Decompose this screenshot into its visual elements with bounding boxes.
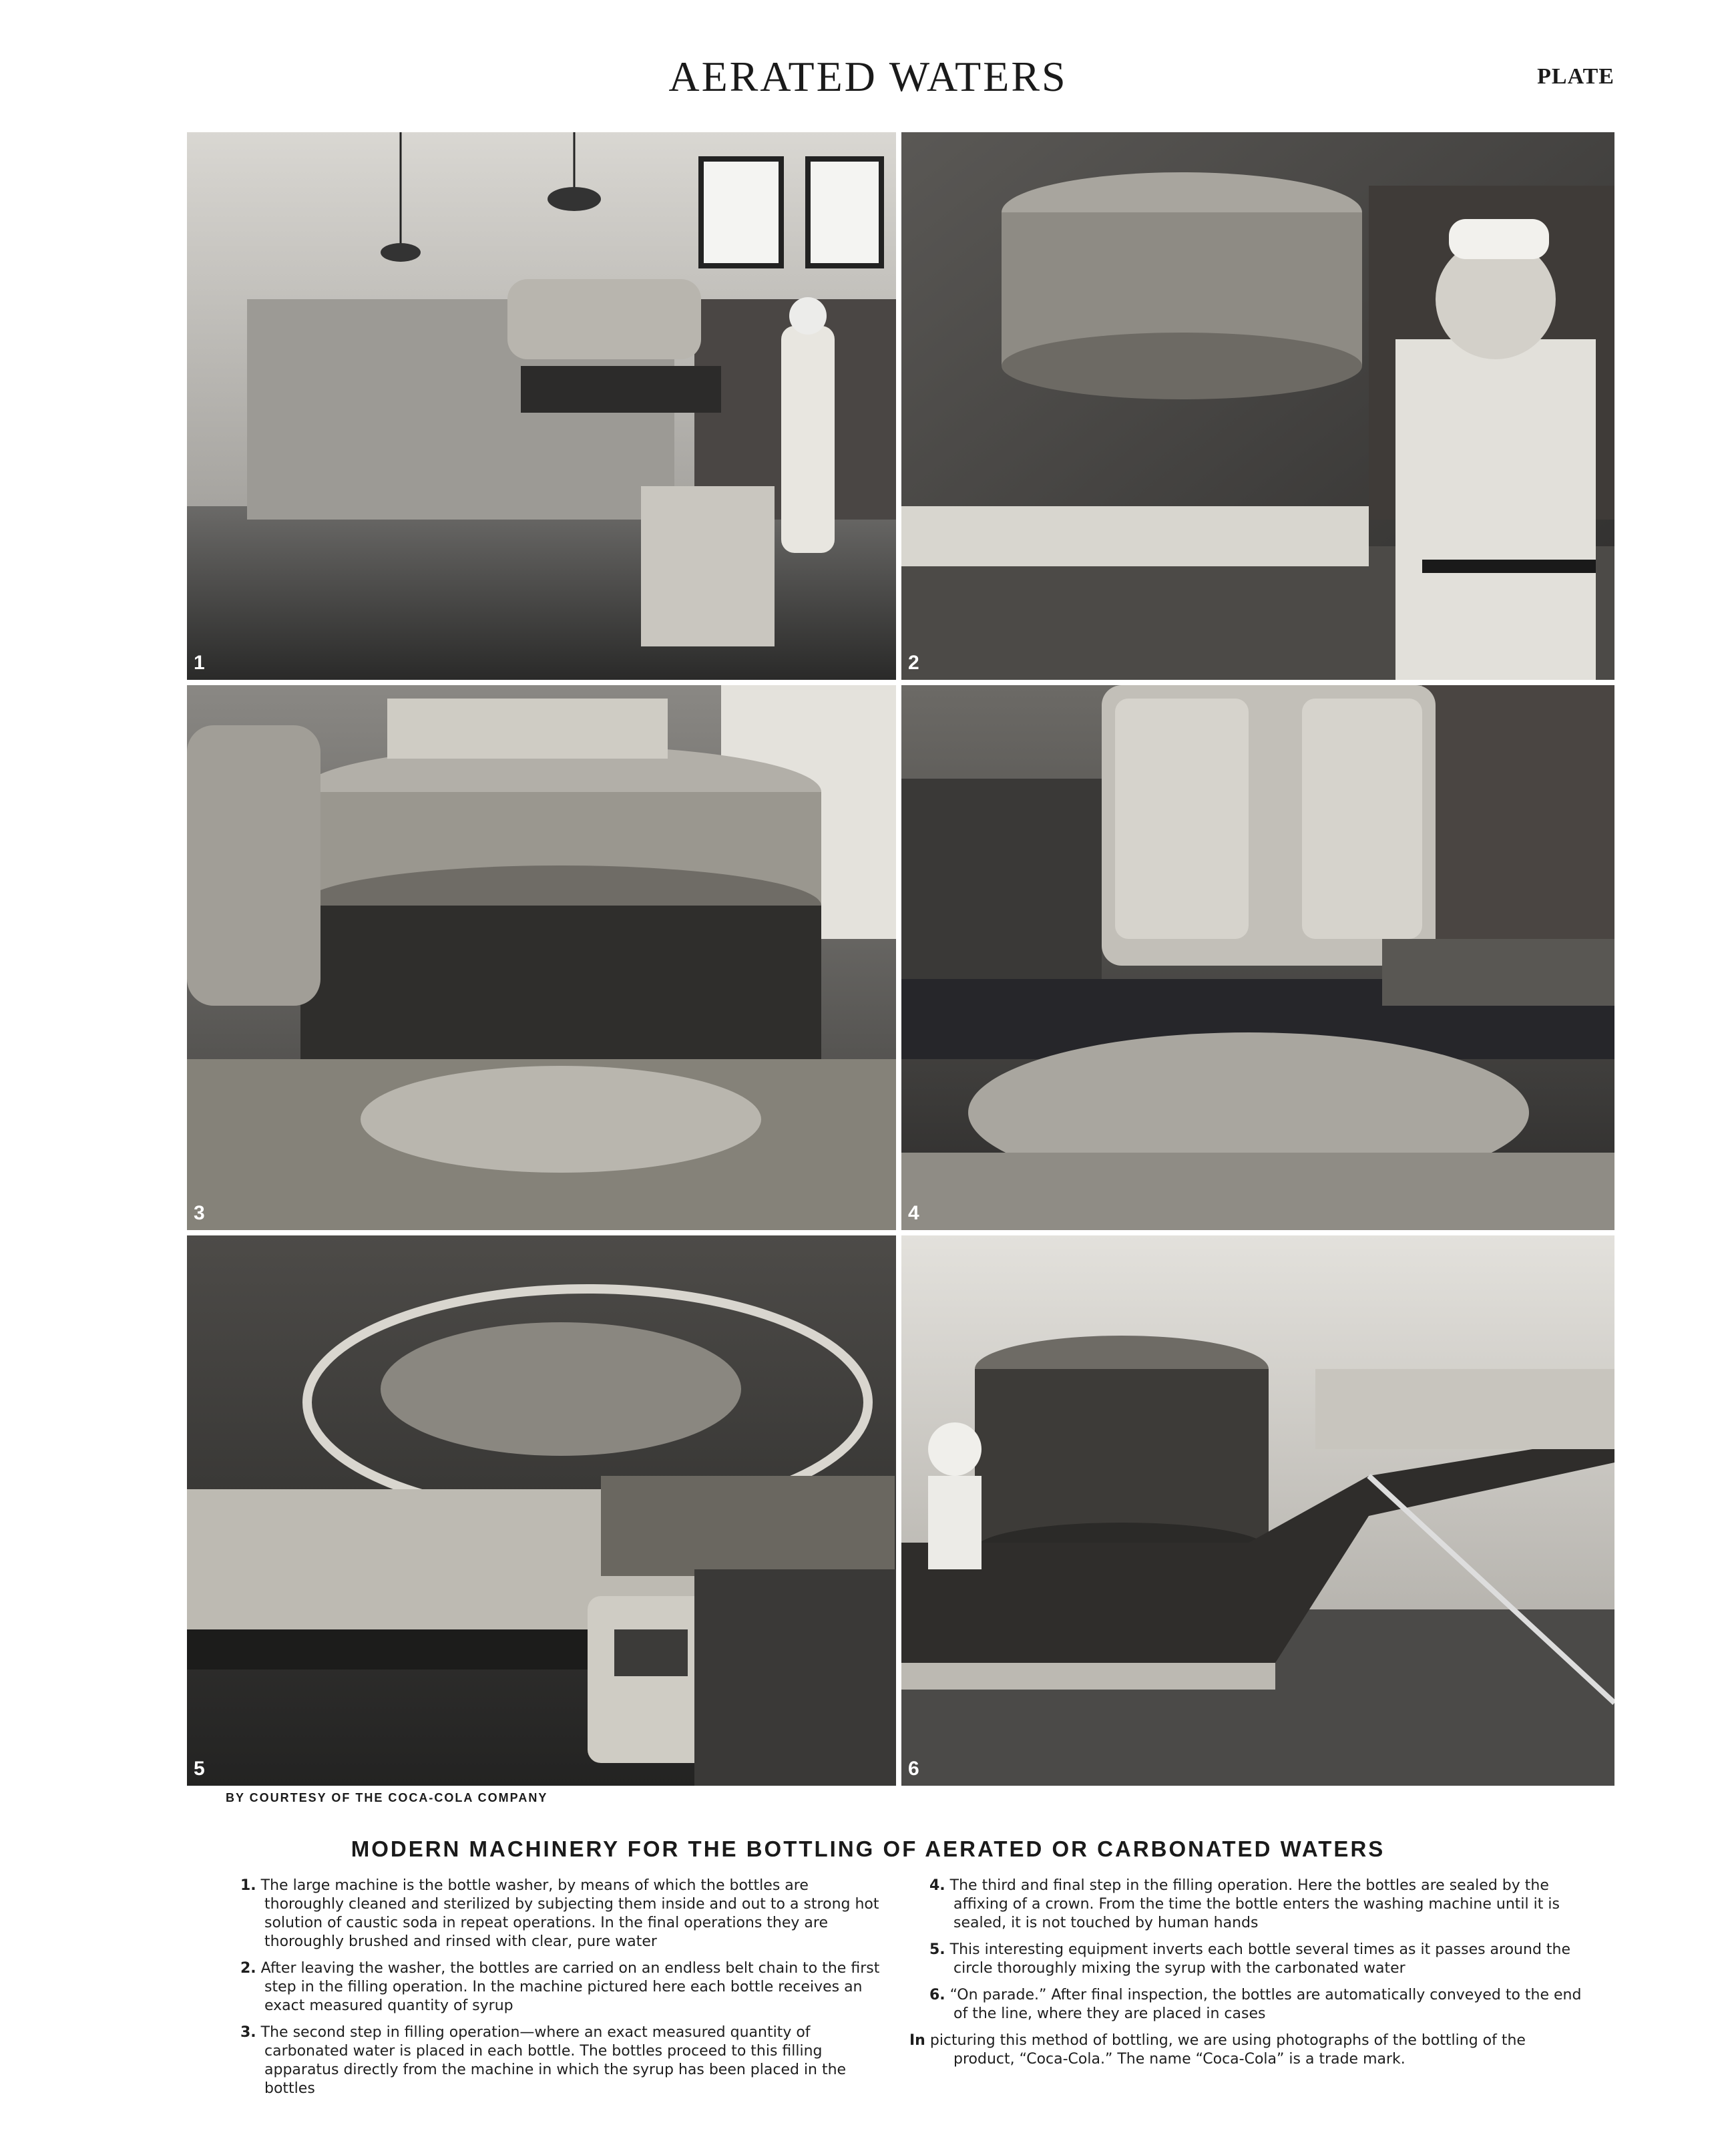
photo-3-carbonated-water-filler <box>187 685 896 1230</box>
caption-number: 4. <box>929 1877 945 1894</box>
photo-2-syrup-filler <box>901 132 1614 680</box>
caption-note <box>909 2031 1584 2069</box>
caption-text: picturing this method of bottling, we are using photographs of the bottling of the product, “Coca-Cola.” The name “Coca-Cola” is a trade mark. <box>929 2032 1526 2068</box>
caption-item <box>220 1877 888 1951</box>
caption-text: After leaving the washer, the bottles are carried on an endless belt chain to the first step in the filling operation. In the machine pictured here each bottle receives an exact measured quantity of syrup <box>260 1960 880 2014</box>
caption-text: This interesting equipment inverts each bottle several times as it passes around the circle thoroughly mixing the syrup with the carbonated water <box>949 1941 1571 1977</box>
caption-heading: MODERN MACHINERY FOR THE BOTTLING OF AERATED OR CARBONATED WATERS <box>351 1836 1385 1861</box>
caption-number: 5. <box>929 1941 945 1958</box>
photo-4-image <box>901 685 1614 1230</box>
caption-number: 3. <box>240 2024 256 2041</box>
photo-3-image <box>187 685 896 1230</box>
caption-number: 6. <box>929 1987 945 2003</box>
photo-1-bottle-washer <box>187 132 896 680</box>
caption-item <box>220 1959 888 2015</box>
caption-number: 2. <box>240 1960 256 1977</box>
photo-number: 6 <box>908 1758 919 1780</box>
caption-text: The third and final step in the filling operation. Here the bottles are sealed by the affixing of a crown. From the time the bottle enters the washing machine until it is sealed, it is not touched by human hands <box>949 1877 1560 1931</box>
captions-left-column <box>220 1877 888 2106</box>
page-title: AERATED WATERS <box>668 53 1068 100</box>
plate-label: PLATE <box>1537 64 1614 89</box>
photo-5-image <box>187 1235 896 1786</box>
photo-5-mixing-equipment <box>187 1235 896 1786</box>
caption-item <box>909 1877 1584 1933</box>
photo-2-image <box>901 132 1614 680</box>
caption-text: The large machine is the bottle washer, by means of which the bottles are thoroughly cleaned and sterilized by subjecting them inside and out to a strong hot solution of caustic soda in repeat operations. In the final operations they are thoroughly brushed and rinsed with clear, pure water <box>260 1877 879 1950</box>
photo-4-crowning-machine <box>901 685 1614 1230</box>
photo-6-image <box>901 1235 1614 1786</box>
captions-right-column <box>909 1877 1584 2077</box>
photo-number: 4 <box>908 1202 919 1224</box>
photo-number: 1 <box>194 652 205 674</box>
caption-text: “On parade.” After final inspection, the bottles are automatically conveyed to the end of the line, where they are placed in cases <box>949 1987 1582 2022</box>
caption-number: 1. <box>240 1877 256 1894</box>
caption-item <box>909 1986 1584 2023</box>
photo-number: 5 <box>194 1758 205 1780</box>
photo-credit: BY COURTESY OF THE COCA-COLA COMPANY <box>226 1791 548 1804</box>
photo-6-on-parade <box>901 1235 1614 1786</box>
caption-text: The second step in filling operation—where an exact measured quantity of carbonated water is placed in each bottle. The bottles proceed to this filling apparatus directly from the machine in which the syrup has been placed in the bottles <box>260 2024 847 2097</box>
photo-number: 2 <box>908 652 919 674</box>
caption-note-lead: In <box>909 2032 925 2049</box>
photo-plate-grid <box>187 132 1614 1786</box>
photo-1-image <box>187 132 896 680</box>
caption-item <box>909 1941 1584 1978</box>
photo-number: 3 <box>194 1202 205 1224</box>
caption-item <box>220 2023 888 2098</box>
